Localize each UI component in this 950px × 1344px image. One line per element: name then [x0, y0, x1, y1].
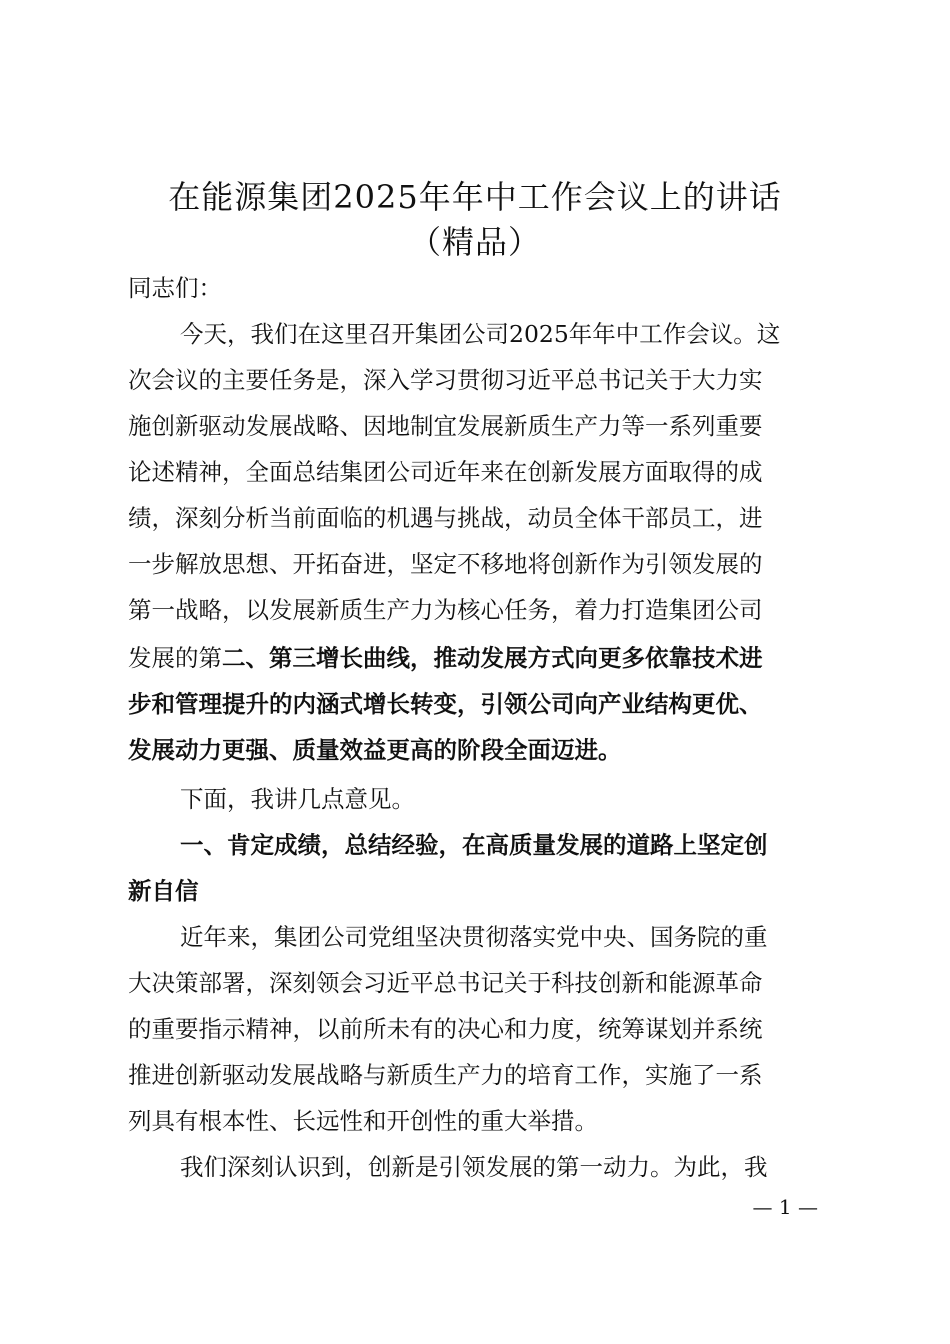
- section-heading-continued: 新自信: [128, 877, 199, 905]
- paragraph-line: 绩，深刻分析当前面临的机遇与挑战，动员全体干部员工，进: [128, 504, 763, 532]
- paragraph-line: 大决策部署，深刻领会习近平总书记关于科技创新和能源革命: [128, 969, 763, 997]
- page-number: — 1 —: [752, 1195, 818, 1219]
- paragraph-line: 的重要指示精神，以前所未有的决心和力度，统筹谋划并系统: [128, 1015, 763, 1043]
- intro-line: 下面，我讲几点意见。: [180, 785, 415, 813]
- paragraph-line: 推进创新驱动发展战略与新质生产力的培育工作，实施了一系: [128, 1061, 763, 1089]
- document-title: 在能源集团2025年年中工作会议上的讲话: [168, 178, 782, 216]
- paragraph-text: 发展的第: [128, 644, 222, 672]
- paragraph-line: 近年来，集团公司党组坚决贯彻落实党中央、国务院的重: [180, 923, 768, 951]
- paragraph-line: 第一战略，以发展新质生产力为核心任务，着力打造集团公司: [128, 596, 763, 624]
- document-subtitle: （精品）: [408, 223, 541, 261]
- paragraph-line: 施创新驱动发展战略、因地制宜发展新质生产力等一系列重要: [128, 412, 763, 440]
- section-heading: 一、肯定成绩，总结经验，在高质量发展的道路上坚定创: [180, 831, 768, 859]
- emphasized-line: 发展动力更强、质量效益更高的阶段全面迈进。: [128, 736, 622, 764]
- paragraph-line: 论述精神，全面总结集团公司近年来在创新发展方面取得的成: [128, 458, 763, 486]
- paragraph-line: 今天，我们在这里召开集团公司2025年年中工作会议。这: [180, 320, 781, 348]
- salutation: 同志们：: [128, 274, 222, 302]
- paragraph-line: 次会议的主要任务是，深入学习贯彻习近平总书记关于大力实: [128, 366, 763, 394]
- paragraph-line-mixed: [128, 642, 828, 674]
- paragraph-line: 一步解放思想、开拓奋进，坚定不移地将创新作为引领发展的: [128, 550, 763, 578]
- emphasized-text: 二、第三增长曲线，推动发展方式向更多依靠技术进: [222, 644, 763, 672]
- emphasized-line: 步和管理提升的内涵式增长转变，引领公司向产业结构更优、: [128, 690, 763, 718]
- paragraph-line: 列具有根本性、长远性和开创性的重大举措。: [128, 1107, 598, 1135]
- paragraph-line: 我们深刻认识到，创新是引领发展的第一动力。为此，我: [180, 1153, 768, 1181]
